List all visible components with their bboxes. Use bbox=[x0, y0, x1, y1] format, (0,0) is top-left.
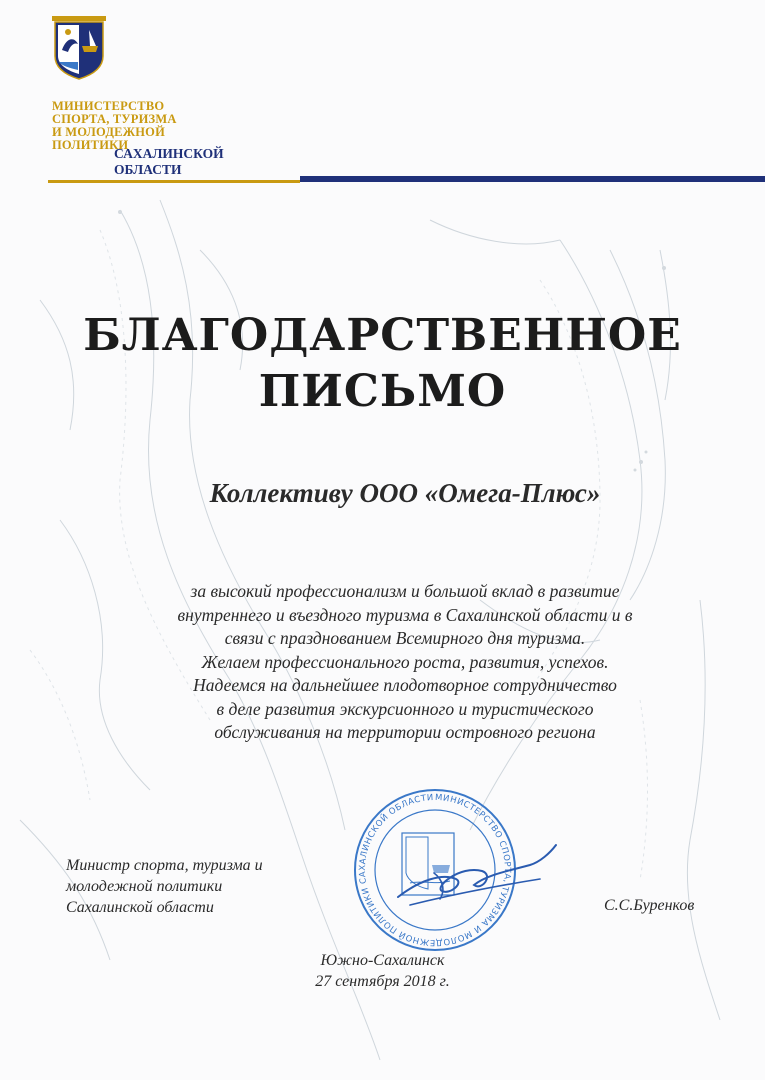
city: Южно-Сахалинск bbox=[320, 952, 445, 969]
title-line: ПИСЬМО bbox=[258, 366, 507, 417]
title-line: БЛАГОДАРСТВЕННОЕ bbox=[83, 310, 682, 361]
date: 27 сентября 2018 г. bbox=[315, 973, 450, 990]
handwritten-signature bbox=[390, 835, 560, 915]
ministry-name bbox=[52, 100, 177, 152]
region-line: САХАЛИНСКОЙ bbox=[114, 146, 224, 161]
position-line: молодежной политики bbox=[66, 878, 223, 895]
ministry-line: И МОЛОДЕЖНОЙ bbox=[52, 125, 166, 139]
body-line: внутреннего и въездного туризма в Сахалинской области и в bbox=[177, 604, 633, 625]
region-name bbox=[114, 146, 224, 178]
ministry-line: МИНИСТЕРСТВО bbox=[52, 99, 165, 113]
body-line: в деле развития экскурсионного и туристического bbox=[216, 698, 594, 719]
coat-of-arms-emblem bbox=[52, 16, 106, 80]
body-line: обслуживания на территории островного региона bbox=[214, 722, 596, 742]
body-line: Надеемся на дальнейшее плодотворное сотрудничество bbox=[193, 675, 617, 695]
signatory-position bbox=[66, 855, 263, 918]
document-title bbox=[0, 308, 765, 420]
position-line: Министр спорта, туризма и bbox=[66, 857, 263, 874]
position-line: Сахалинской области bbox=[66, 899, 214, 916]
region-line: ОБЛАСТИ bbox=[114, 162, 182, 177]
place-and-date bbox=[0, 950, 765, 992]
body-line: связи с празднованием Всемирного дня туризма. bbox=[224, 628, 586, 648]
letter-body bbox=[90, 580, 720, 745]
recipient: Коллективу ООО «Омега-Плюс» bbox=[209, 478, 601, 508]
ministry-line: ПОЛИТИКИ bbox=[52, 138, 129, 152]
stamp-ring-text: МИНИСТЕРСТВО СПОРТА, ТУРИЗМА И МОЛОДЕЖНОЙ ПОЛИТИКИ САХАЛИНСКОЙ ОБЛАСТИ bbox=[357, 792, 512, 948]
signatory-name: С.С.Буренков bbox=[604, 897, 695, 914]
body-line: Желаем профессионального роста, развития, успехов. bbox=[201, 651, 609, 672]
gold-divider bbox=[48, 180, 300, 183]
ministry-line: СПОРТА, ТУРИЗМА bbox=[52, 112, 177, 126]
letterhead bbox=[48, 16, 765, 186]
body-line: за высокий профессионализм и большой вклад в развитие bbox=[190, 581, 620, 601]
blue-divider bbox=[300, 176, 765, 182]
